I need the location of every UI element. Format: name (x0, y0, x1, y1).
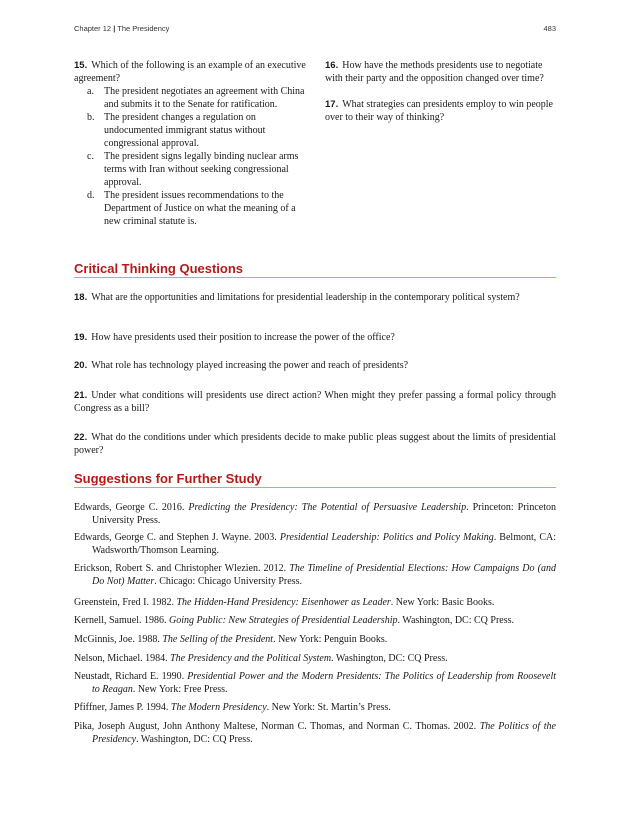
reference-author: Kernell, Samuel. 1986. (74, 615, 169, 626)
reference-publisher: . Princeton: Princeton University Press. (92, 502, 556, 526)
option-text: The president negotiates an agreement with China and submits it to the Senate for ratification. (104, 86, 305, 110)
chapter-label: Chapter 12 (74, 24, 112, 33)
question-text: What strategies can presidents employ to win people over to their way of thinking? (325, 99, 553, 123)
reference-title: The Timeline of Presidential Elections: How Campaigns Do (and Do Not) Matter (92, 563, 556, 587)
reference-publisher: . Washington, DC: CQ Press. (136, 734, 253, 745)
option-letter: a. (87, 86, 94, 97)
running-header-chapter (74, 24, 169, 33)
question-text: How have the methods presidents use to negotiate with their party and the opposition changed over time? (325, 60, 544, 84)
option-letter: c. (87, 151, 94, 162)
question-number: 16. (325, 60, 339, 71)
option-text: The president changes a regulation on undocumented immigrant status without congressional approval. (104, 112, 266, 149)
reference-publisher: . Washington, DC: CQ Press. (331, 653, 448, 664)
question-text: What role has technology played increasing the power and reach of presidents? (91, 360, 409, 371)
question-text: What do the conditions under which presidents decide to make public pleas suggest about the limits of presidential power? (74, 432, 556, 456)
reference-title: Presidential Power and the Modern Presidents: The Politics of Leadership from Roosevelt to Reagan (92, 671, 556, 695)
reference-publisher: . Belmont, CA: Wadsworth/Thomson Learning. (92, 532, 556, 556)
question-number: 20. (74, 360, 88, 371)
reference-item (74, 596, 556, 609)
option-letter: d. (87, 190, 95, 201)
reference-title: The Presidency and the Political System (170, 653, 332, 664)
question-22 (74, 431, 556, 457)
answer-option-d (74, 189, 309, 228)
further-study-heading: Suggestions for Further Study (74, 471, 556, 488)
answer-option-a (74, 85, 309, 111)
reference-item (74, 701, 556, 714)
page-number: 483 (543, 24, 556, 33)
reference-author: Erickson, Robert S. and Christopher Wlezien. 2012. (74, 563, 290, 574)
reference-title: The Politics of the Presidency (92, 721, 556, 745)
reference-publisher: . New York: Penguin Books. (273, 634, 388, 645)
reference-item (74, 720, 556, 746)
question-text: What are the opportunities and limitations for presidential leadership in the contemporary political system? (91, 292, 520, 303)
reference-item (74, 670, 556, 696)
question-number: 19. (74, 332, 88, 343)
reference-publisher: . New York: Basic Books. (390, 597, 495, 608)
reference-item (74, 562, 556, 588)
review-questions-right-column (325, 59, 560, 134)
answer-option-b (74, 111, 309, 150)
reference-title: The Hidden-Hand Presidency: Eisenhower as Leader (176, 597, 391, 608)
reference-publisher: . New York: Free Press. (132, 684, 228, 695)
question-number: 15. (74, 60, 88, 71)
reference-item (74, 531, 556, 557)
question-16 (325, 59, 560, 85)
reference-author: Edwards, George C. 2016. (74, 502, 189, 513)
question-text: How have presidents used their position to increase the power of the office? (91, 332, 395, 343)
answer-option-c (74, 150, 309, 189)
reference-author: Greenstein, Fred I. 1982. (74, 597, 177, 608)
reference-author: Nelson, Michael. 1984. (74, 653, 171, 664)
reference-title: Presidential Leadership: Politics and Policy Making (279, 532, 494, 543)
question-number: 18. (74, 292, 88, 303)
review-questions-left-column (74, 59, 309, 238)
reference-item (74, 501, 556, 527)
reference-title: Going Public: New Strategies of Presidential Leadership (168, 615, 398, 626)
reference-item (74, 614, 556, 627)
reference-item (74, 633, 556, 646)
reference-title: Predicting the Presidency: The Potential of Persuasive Leadership (188, 502, 467, 513)
reference-author: Pfiffner, James P. 1994. (74, 702, 171, 713)
reference-publisher: . New York: St. Martin’s Press. (266, 702, 391, 713)
question-text: Under what conditions will presidents use direct action? When might they prefer passing a formal policy through Congress as a bill? (74, 390, 556, 414)
reference-publisher: . Washington, DC: CQ Press. (397, 615, 515, 626)
chapter-title: The Presidency (117, 24, 170, 33)
option-text: The president signs legally binding nuclear arms terms with Iran without seeking congressional approval. (104, 151, 299, 188)
reference-title: The Modern Presidency (170, 702, 267, 713)
option-letter: b. (87, 112, 95, 123)
question-number: 21. (74, 390, 88, 401)
question-number: 17. (325, 99, 339, 110)
question-text: Which of the following is an example of an executive agreement? (74, 60, 306, 84)
answer-options (74, 85, 309, 228)
reference-publisher: . Chicago: Chicago University Press. (154, 576, 302, 587)
question-19 (74, 331, 556, 344)
reference-author: Neustadt, Richard E. 1990. (74, 671, 188, 682)
reference-author: Pika, Joseph August, John Anthony Maltese, Norman C. Thomas, and Norman C. Thomas. 2002. (74, 721, 480, 732)
option-text: The president issues recommendations to the Department of Justice on what the meaning of a new criminal statute is. (104, 190, 296, 227)
reference-author: McGinnis, Joe. 1988. (74, 634, 163, 645)
header-separator: | (113, 24, 116, 33)
reference-item (74, 652, 556, 665)
question-17 (325, 98, 560, 124)
question-15 (74, 59, 309, 228)
question-18 (74, 291, 556, 304)
critical-thinking-heading: Critical Thinking Questions (74, 261, 556, 278)
question-21 (74, 389, 556, 415)
question-20 (74, 359, 556, 372)
reference-author: Edwards, George C. and Stephen J. Wayne. 2003. (74, 532, 280, 543)
running-header (74, 24, 556, 36)
reference-title: The Selling of the President (162, 634, 274, 645)
question-number: 22. (74, 432, 88, 443)
